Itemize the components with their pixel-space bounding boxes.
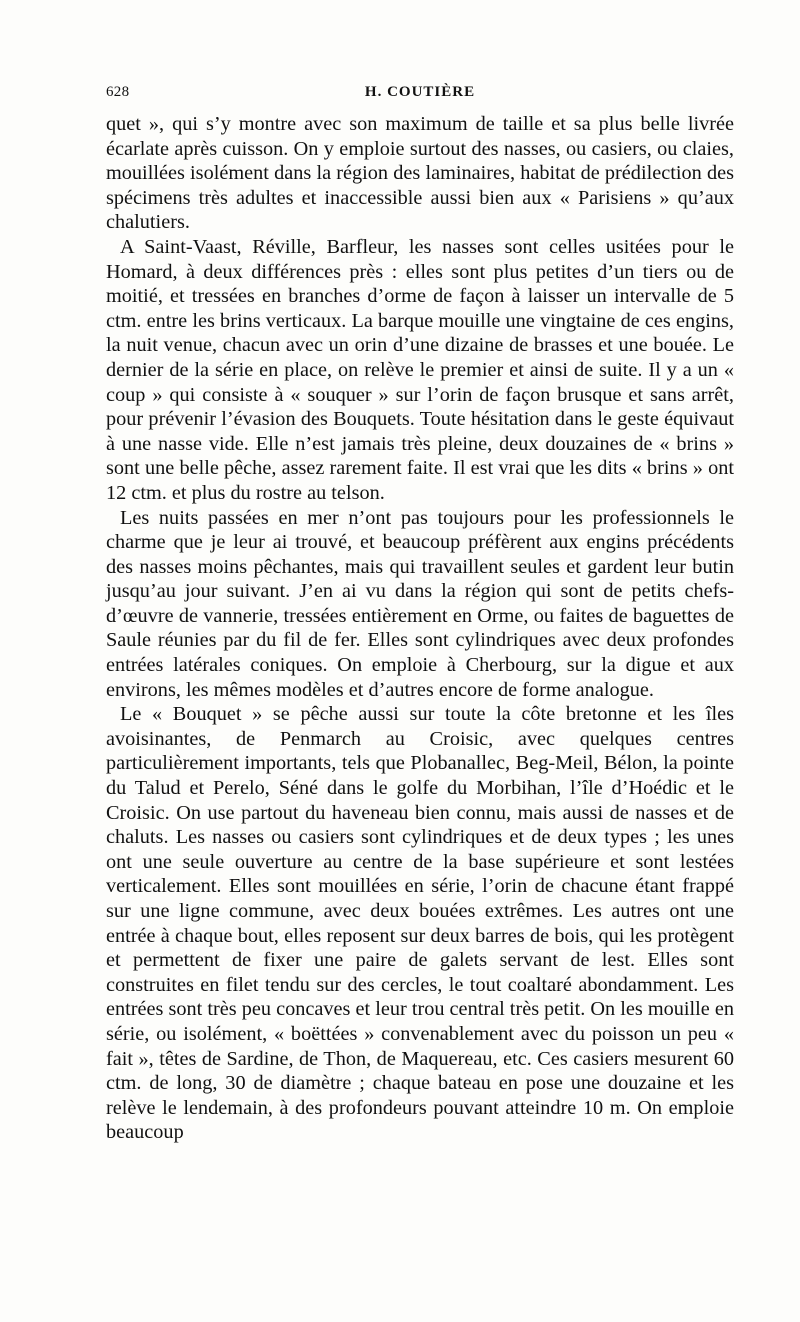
running-head: H. COUTIÈRE [364,84,476,100]
paragraph-cote-bretonne: Le « Bouquet » se pêche aussi sur toute la côte bretonne et les îles avoisinantes, de Penmarch au Croisic, avec quelques centres particulièrement importants, tels que Plobanallec, Beg-Meil, Bélon, la pointe du Talud et Perelo, Séné dans le golfe du Morbihan, l’île d’Hoédic et le Croisic. On use partout du haveneau bien connu, mais aussi de nasses et de chaluts. Les nasses ou casiers sont cylindriques et de deux types ; les unes ont une seule ouverture au centre de la base supérieure et sont lestées verticalement. Elles sont mouillées en série, l’orin de chacune étant frappé sur une ligne commune, avec deux bouées extrêmes. Les autres ont une entrée à chaque bout, elles reposent sur deux barres de bois, qui les protègent et permettent de fixer une paire de galets servant de lest. Elles sont construites en filet tendu sur des cercles, le tout coaltaré abondamment. Les entrées sont très peu concaves et leur trou central très petit. On les mouille en série, ou isolément, « boëttées » convenablement avec du poisson un peu « fait », têtes de Sardine, de Thon, de Maquereau, etc. Ces casiers mesurent 60 ctm. de long, 30 de diamètre ; chaque bateau en pose une douzaine et les relève le lendemain, à des profondeurs pouvant atteindre 10 m. On emploie beaucoup [106,703,734,1144]
page-number: 628 [106,84,130,100]
body-text [106,112,734,1145]
paragraph-continuation: quet », qui s’y montre avec son maximum de taille et sa plus belle livrée écarlate après cuisson. On y emploie surtout des nasses, ou casiers, ou claies, mouillées isolément dans la région des laminaires, habitat de prédilection des spécimens très adultes et inaccessible aussi bien aux « Parisiens » qu’aux chalutiers. [106,113,734,234]
paragraph-nuits-en-mer: Les nuits passées en mer n’ont pas toujours pour les professionnels le charme que je leur ai trouvé, et beaucoup préfèrent aux engins précédents des nasses moins pêchantes, mais qui travaillent seules et gardent leur butin jusqu’au jour suivant. J’en ai vu dans la région qui sont de petits chefs-d’œuvre de vannerie, tressées entièrement en Orme, ou faites de baguettes de Saule réunies par du fil de fer. Elles sont cylindriques avec deux profondes entrées latérales coniques. On emploie à Cherbourg, sur la digue et aux environs, les mêmes modèles et d’autres encore de forme analogue. [106,506,734,701]
paragraph-saint-vaast: A Saint-Vaast, Réville, Barfleur, les nasses sont celles usitées pour le Homard, à deux différences près : elles sont plus petites d’un tiers ou de moitié, et tressées en branches d’orme de façon à laisser un intervalle de 5 ctm. entre les brins verticaux. La barque mouille une vingtaine de ces engins, la nuit venue, chacun avec un orin d’une dizaine de brasses et une bouée. Le dernier de la série en place, on relève le premier et ainsi de suite. Il y a un « coup » qui consiste à « souquer » sur l’orin de façon brusque et sans arrêt, pour prévenir l’évasion des Bouquets. Toute hésitation dans le geste équivaut à une nasse vide. Elle n’est jamais très pleine, deux douzaines de « brins » sont une belle pêche, assez rarement faite. Il est vrai que les dits « brins » ont 12 ctm. et plus du rostre au telson. [106,235,734,504]
page-header [106,84,734,112]
document-page [106,84,734,1145]
